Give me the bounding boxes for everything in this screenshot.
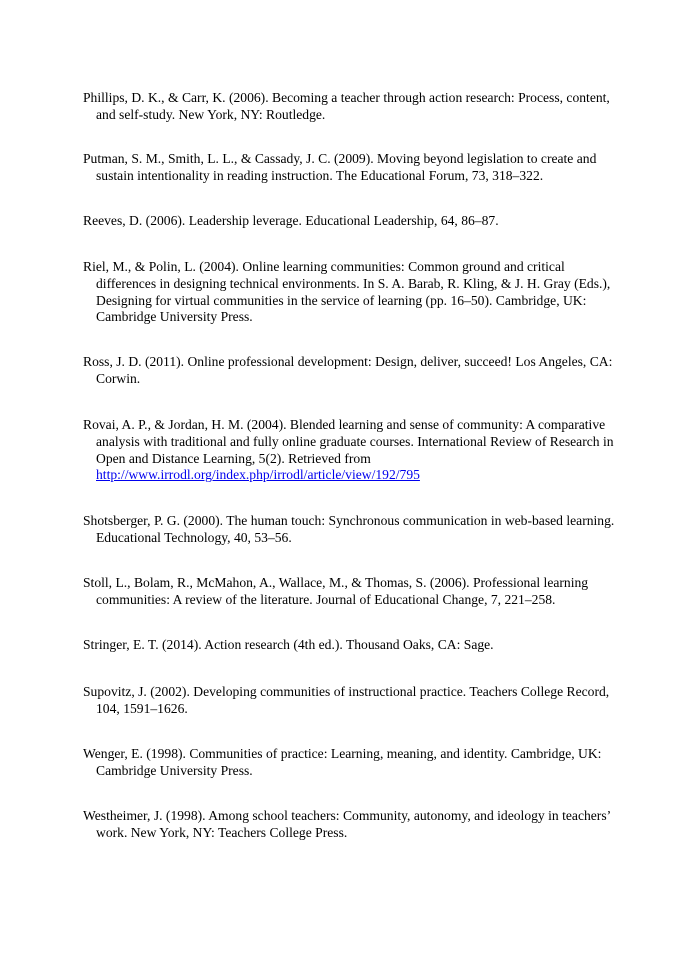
reference-text: Shotsberger, P. G. (2000). The human touch: Synchronous communication in web-based learning. Educational Technology, 40, 53–56. [83, 513, 615, 545]
reference-text: Westheimer, J. (1998). Among school teachers: Community, autonomy, and ideology in teachers’ work. New York, NY: Teachers College Press. [83, 808, 611, 840]
reference-entry [83, 684, 623, 718]
reference-text: Wenger, E. (1998). Communities of practice: Learning, meaning, and identity. Cambridge, UK: Cambridge University Press. [83, 746, 602, 778]
reference-text: Supovitz, J. (2002). Developing communities of instructional practice. Teachers College Record, 104, 1591–1626. [83, 684, 610, 716]
reference-text: Ross, J. D. (2011). Online professional development: Design, deliver, succeed! Los Angeles, CA: Corwin. [83, 354, 613, 386]
reference-text: Reeves, D. (2006). Leadership leverage. Educational Leadership, 64, 86–87. [83, 213, 499, 228]
reference-entry [83, 213, 623, 230]
reference-entry [83, 151, 623, 185]
reference-text: Rovai, A. P., & Jordan, H. M. (2004). Blended learning and sense of community: A comparative analysis with traditional and fully online graduate courses. International Review of Research in Open and Distance Learning, 5(2). Retrieved from [83, 417, 614, 466]
reference-text: Riel, M., & Polin, L. (2004). Online learning communities: Common ground and critical differences in designing technical environments. In S. A. Barab, R. Kling, & J. H. Gray (Eds.), Designing for virtual communities in the service of learning (pp. 16–50). Cambridge, UK: Cambridge University Press. [83, 259, 611, 325]
reference-entry [83, 575, 623, 609]
reference-entry [83, 417, 623, 484]
reference-text: Stringer, E. T. (2014). Action research (4th ed.). Thousand Oaks, CA: Sage. [83, 637, 494, 652]
reference-entry [83, 746, 623, 780]
reference-text: Stoll, L., Bolam, R., McMahon, A., Wallace, M., & Thomas, S. (2006). Professional learning communities: A review of the literature. Journal of Educational Change, 7, 221–258. [83, 575, 589, 607]
reference-url-link[interactable]: http://www.irrodl.org/index.php/irrodl/article/view/192/795 [96, 467, 420, 483]
reference-text: Phillips, D. K., & Carr, K. (2006). Becoming a teacher through action research: Process, content, and self-study. New York, NY: Routledge. [83, 90, 610, 122]
reference-entry [83, 259, 623, 326]
reference-entry [83, 354, 623, 388]
reference-text: Putman, S. M., Smith, L. L., & Cassady, J. C. (2009). Moving beyond legislation to create and sustain intentionality in reading instruction. The Educational Forum, 73, 318–322. [83, 151, 597, 183]
reference-entry [83, 637, 623, 654]
reference-entry [83, 90, 623, 124]
reference-entry [83, 513, 623, 547]
reference-entry [83, 808, 623, 842]
